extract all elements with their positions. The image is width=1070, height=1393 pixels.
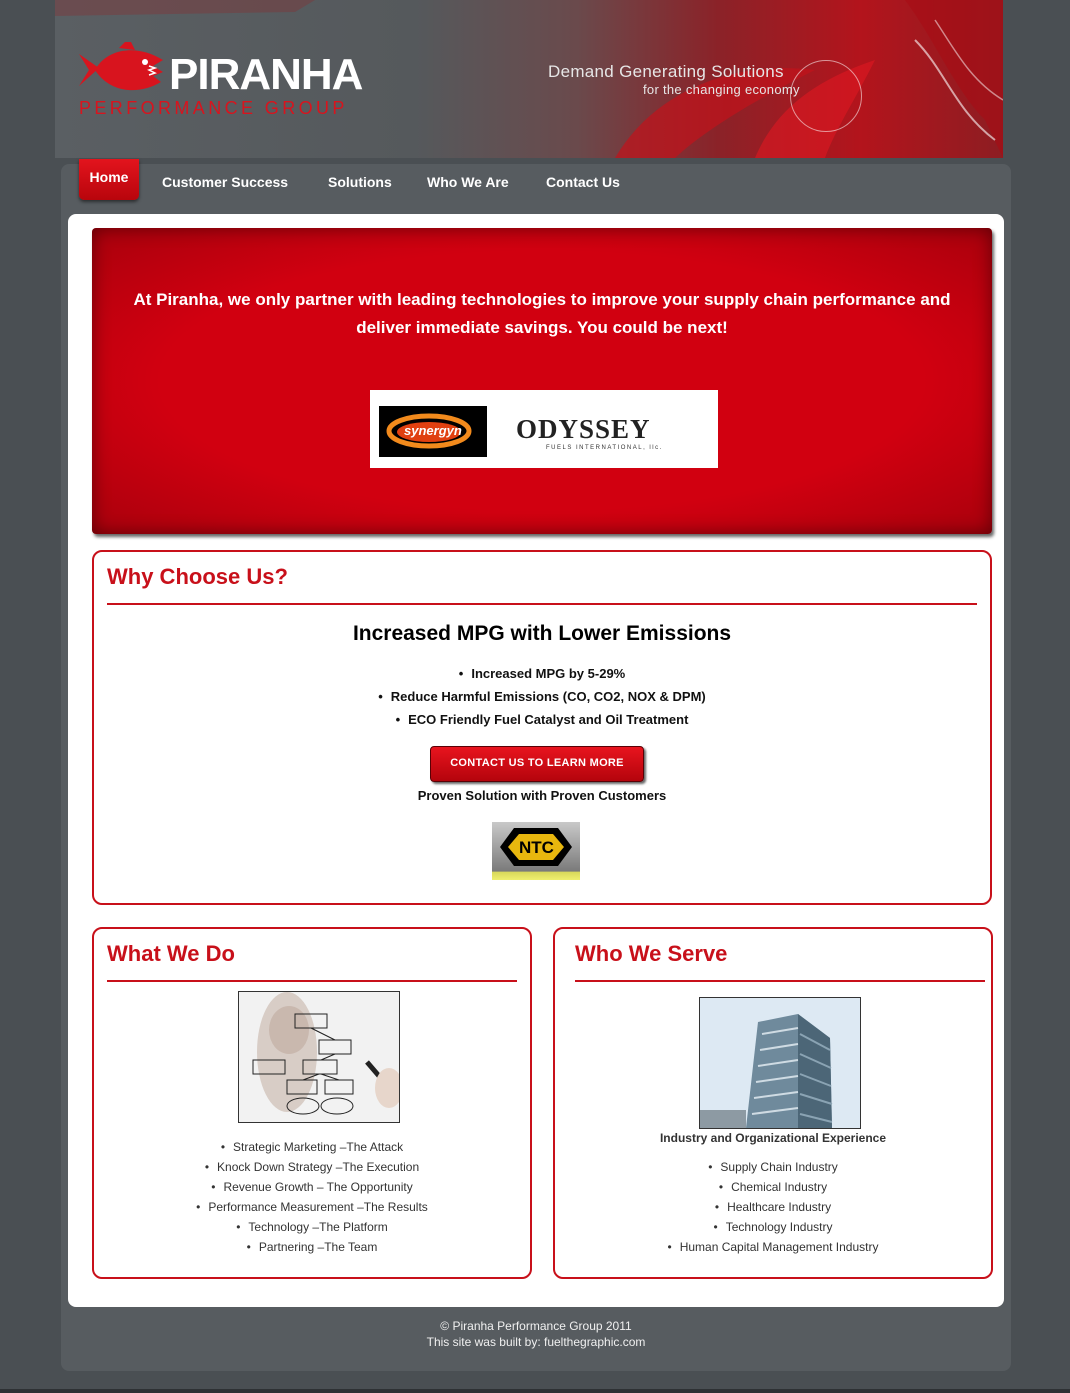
page-frame <box>61 164 1011 1371</box>
bottom-bar <box>0 1389 1070 1393</box>
main-nav <box>61 164 1011 204</box>
what-we-do-box <box>92 927 532 1279</box>
synergyn-wordmark: synergyn <box>404 423 462 438</box>
list-item: • Reduce Harmful Emissions (CO, CO2, NOX & DPM) <box>94 685 990 708</box>
content-area <box>68 214 1004 1307</box>
nav-item-who-we-are[interactable]: Who We Are <box>427 174 509 190</box>
flowchart-image-icon <box>239 992 399 1122</box>
list-item: • Healthcare Industry <box>555 1197 991 1217</box>
nav-item-home[interactable]: Home <box>79 159 139 200</box>
who-we-serve-box <box>553 927 993 1279</box>
what-title: What We Do <box>107 941 235 966</box>
what-list <box>94 1137 530 1257</box>
list-item: • ECO Friendly Fuel Catalyst and Oil Treatment <box>94 708 990 731</box>
list-item: • Human Capital Management Industry <box>555 1237 991 1257</box>
list-item: • Technology –The Platform <box>94 1217 530 1237</box>
nav-item-customer-success[interactable]: Customer Success <box>162 174 289 190</box>
hero-banner <box>92 228 992 534</box>
list-item: • Revenue Growth – The Opportunity <box>94 1177 530 1197</box>
why-divider <box>107 603 977 605</box>
logo[interactable] <box>75 40 375 120</box>
list-item: • Strategic Marketing –The Attack <box>94 1137 530 1157</box>
proven-text: Proven Solution with Proven Customers <box>417 788 667 803</box>
list-item: • Technology Industry <box>555 1217 991 1237</box>
nav-item-contact-us[interactable]: Contact Us <box>546 174 620 190</box>
nav-item-solutions[interactable]: Solutions <box>328 174 392 190</box>
list-item: • Knock Down Strategy –The Execution <box>94 1157 530 1177</box>
copyright-text: © Piranha Performance Group 2011 <box>440 1319 632 1333</box>
why-heading: Increased MPG with Lower Emissions <box>352 622 732 645</box>
why-title: Why Choose Us? <box>107 564 288 589</box>
why-list <box>94 662 990 731</box>
piranha-fish-icon <box>75 42 167 100</box>
built-by-link[interactable]: This site was built by: fuelthegraphic.com <box>426 1335 646 1349</box>
why-choose-us-box <box>92 550 992 905</box>
site-footer <box>61 1318 1011 1350</box>
serve-caption: Industry and Organizational Experience <box>659 1131 887 1145</box>
list-item: • Supply Chain Industry <box>555 1157 991 1177</box>
serve-title: Who We Serve <box>575 941 728 966</box>
ntc-wordmark: NTC <box>519 838 554 857</box>
contact-us-button[interactable]: CONTACT US TO LEARN MORE <box>430 746 644 782</box>
synergyn-logo[interactable] <box>379 406 487 457</box>
tagline-line1: Demand Generating Solutions <box>548 62 784 81</box>
ntc-logo[interactable] <box>492 822 580 880</box>
logo-name: PIRANHA <box>169 50 363 99</box>
list-item: • Increased MPG by 5-29% <box>94 662 990 685</box>
tagline-line2: for the changing economy <box>643 82 800 97</box>
logo-subtitle: PERFORMANCE GROUP <box>79 98 348 118</box>
what-divider <box>107 980 517 982</box>
serve-divider <box>575 980 985 982</box>
building-photo <box>699 997 861 1129</box>
list-item: • Chemical Industry <box>555 1177 991 1197</box>
skyscraper-image-icon <box>700 998 860 1128</box>
hero-text: At Piranha, we only partner with leading technologies to improve your supply chain performance and deliver immediate savings. You could be next! <box>133 290 951 337</box>
serve-list <box>555 1157 991 1257</box>
odyssey-subtitle: FUELS INTERNATIONAL, llc. <box>546 445 663 451</box>
site-header <box>55 0 1003 158</box>
odyssey-logo[interactable]: ODYSSEY <box>516 414 651 444</box>
ring-decoration <box>790 60 862 132</box>
list-item: • Partnering –The Team <box>94 1237 530 1257</box>
partner-logos <box>370 390 718 468</box>
flowchart-photo <box>238 991 400 1123</box>
list-item: • Performance Measurement –The Results <box>94 1197 530 1217</box>
